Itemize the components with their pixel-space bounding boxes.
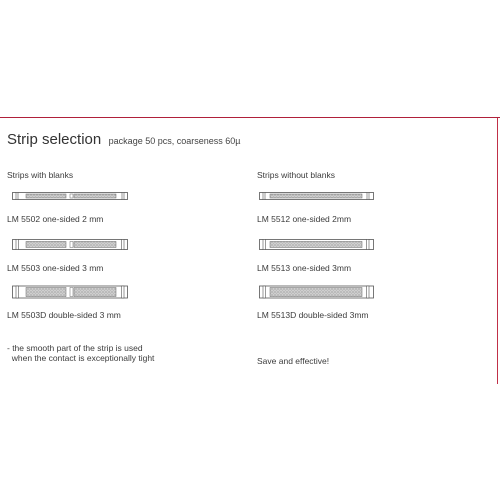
strip-lm5513d-image bbox=[259, 285, 374, 300]
strip-lm5513-label: LM 5513 one-sided 3mm bbox=[257, 263, 352, 273]
strip-lm5513d-label: LM 5513D double-sided 3mm bbox=[257, 310, 369, 320]
strip-lm5512-image bbox=[259, 191, 374, 201]
strip-lm5513-image bbox=[259, 238, 374, 252]
panel-right-border bbox=[497, 118, 498, 384]
strip-lm5503d-label: LM 5503D double-sided 3 mm bbox=[7, 310, 121, 320]
strip-lm5512-label: LM 5512 one-sided 2mm bbox=[257, 214, 352, 224]
title-main: Strip selection bbox=[7, 131, 102, 148]
strip-lm5503-label: LM 5503 one-sided 3 mm bbox=[7, 263, 104, 273]
strip-lm5502-image bbox=[12, 191, 128, 201]
right-column-heading: Strips without blanks bbox=[257, 170, 335, 180]
strip-lm5503-image bbox=[12, 238, 128, 252]
left-column-heading: Strips with blanks bbox=[7, 170, 74, 180]
strip-lm5502-label: LM 5502 one-sided 2 mm bbox=[7, 214, 104, 224]
right-slogan: Save and effective! bbox=[257, 356, 330, 366]
strip-lm5503d-image bbox=[12, 285, 128, 300]
section-title bbox=[7, 131, 240, 149]
title-subtitle: package 50 pcs, coarseness 60µ bbox=[108, 136, 241, 146]
left-usage-note: - the smooth part of the strip is used when the contact is exceptionally tight bbox=[7, 343, 155, 363]
